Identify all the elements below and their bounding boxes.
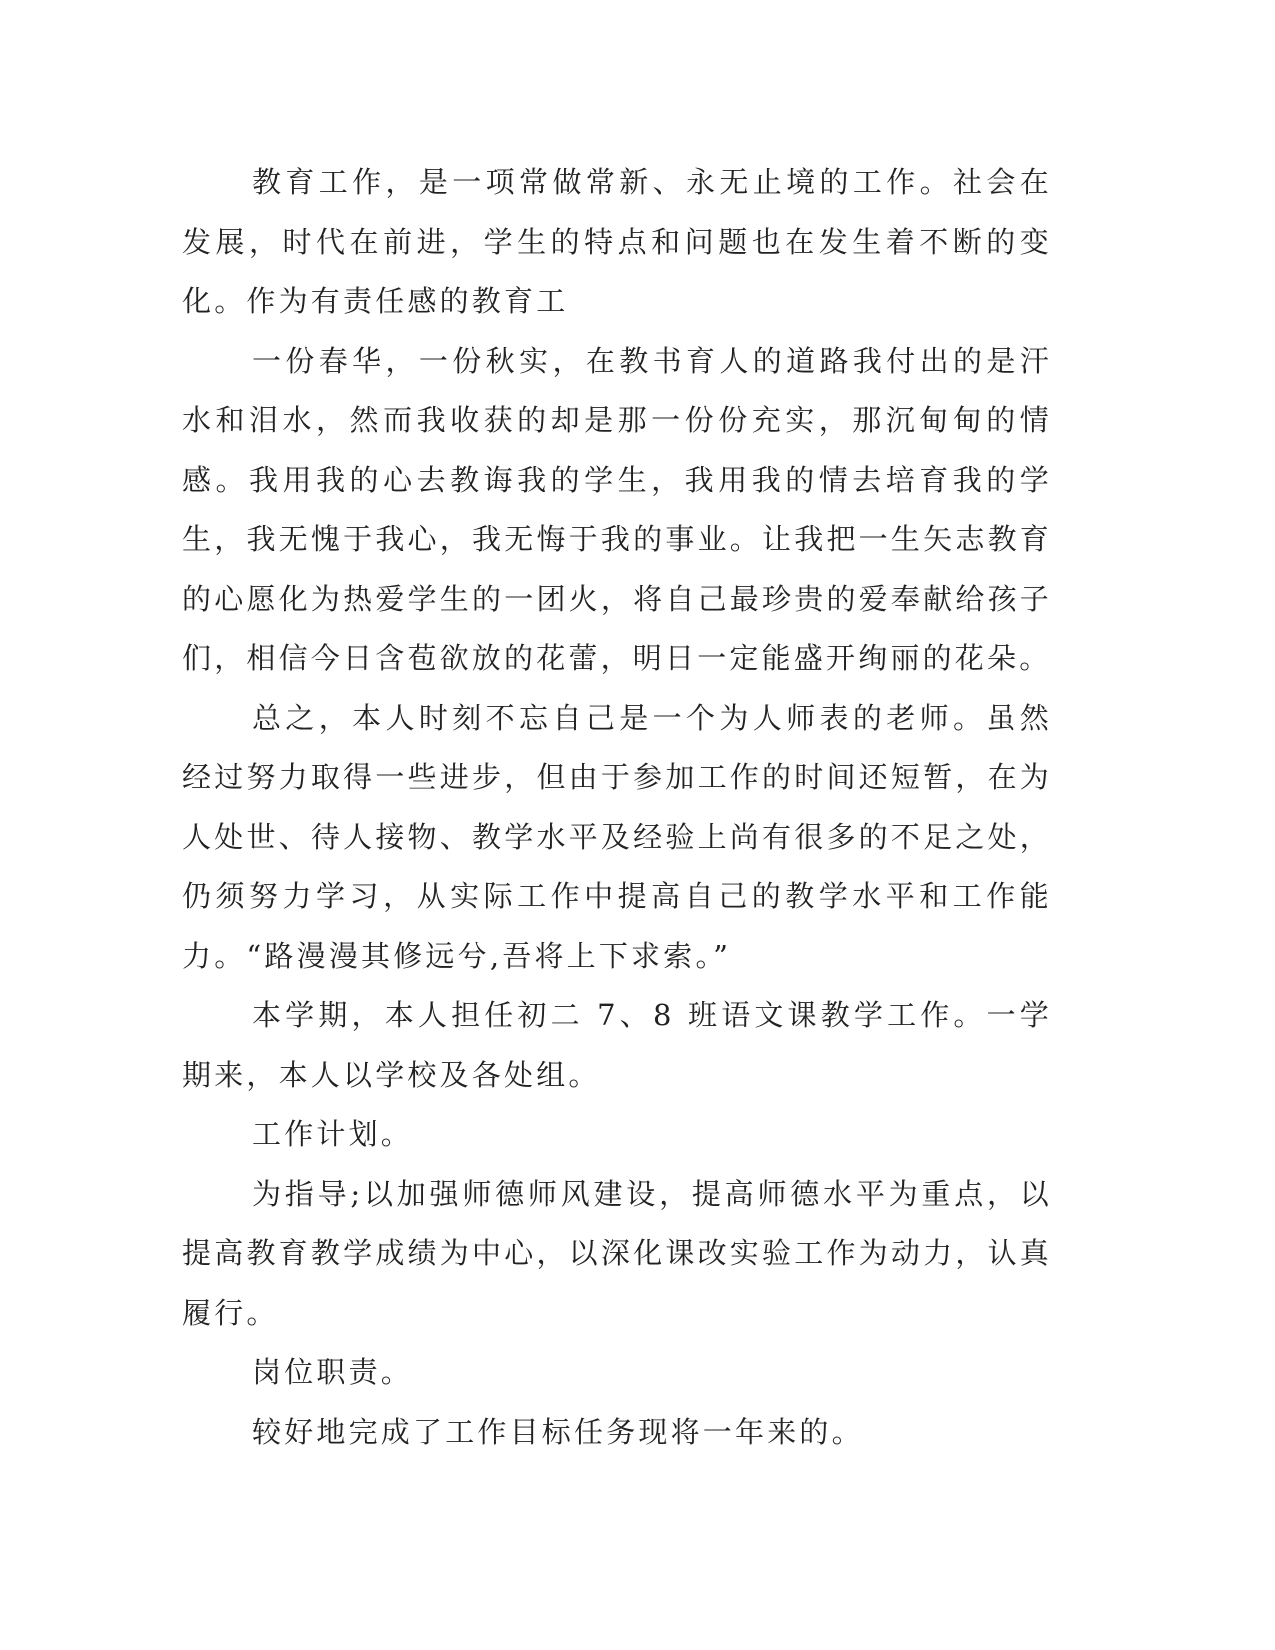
paragraph-2: 一份春华，一份秋实，在教书育人的道路我付出的是汗水和泪水，然而我收获的却是那一份份充实，那沉甸甸的情感。我用我的心去教诲我的学生，我用我的情去培育我的学生，我无愧于我心，我无悔于我的事业。让我把一生矢志教育的心愿化为热爱学生的一团火，将自己最珍贵的爱奉献给孩子们，相信今日含苞欲放的花蕾，明日一定能盛开绚丽的花朵。 xyxy=(182,343,1052,675)
paragraph-8: 较好地完成了工作目标任务现将一年来的。 xyxy=(252,1414,864,1449)
document-body xyxy=(182,153,1052,1462)
paragraph-3: 总之，本人时刻不忘自己是一个为人师表的老师。虽然经过努力取得一些进步，但由于参加工作的时间还短暂，在为人处世、待人接物、教学水平及经验上尚有很多的不足之处，仍须努力学习，从实际工作中提高自己的教学水平和工作能力。“路漫漫其修远兮,吾将上下求索。” xyxy=(182,700,1052,973)
paragraph-4: 本学期，本人担任初二 7、8 班语文课教学工作。一学期来，本人以学校及各处组。 xyxy=(182,998,1052,1092)
paragraph-1: 教育工作，是一项常做常新、永无止境的工作。社会在发展，时代在前进，学生的特点和问题也在发生着不断的变化。作为有责任感的教育工 xyxy=(182,165,1052,318)
paragraph-6: 为指导;以加强师德师风建设，提高师德水平为重点，以提高教育教学成绩为中心，以深化课改实验工作为动力，认真履行。 xyxy=(182,1176,1052,1330)
paragraph-5: 工作计划。 xyxy=(252,1117,414,1151)
paragraph-7: 岗位职责。 xyxy=(252,1355,414,1389)
